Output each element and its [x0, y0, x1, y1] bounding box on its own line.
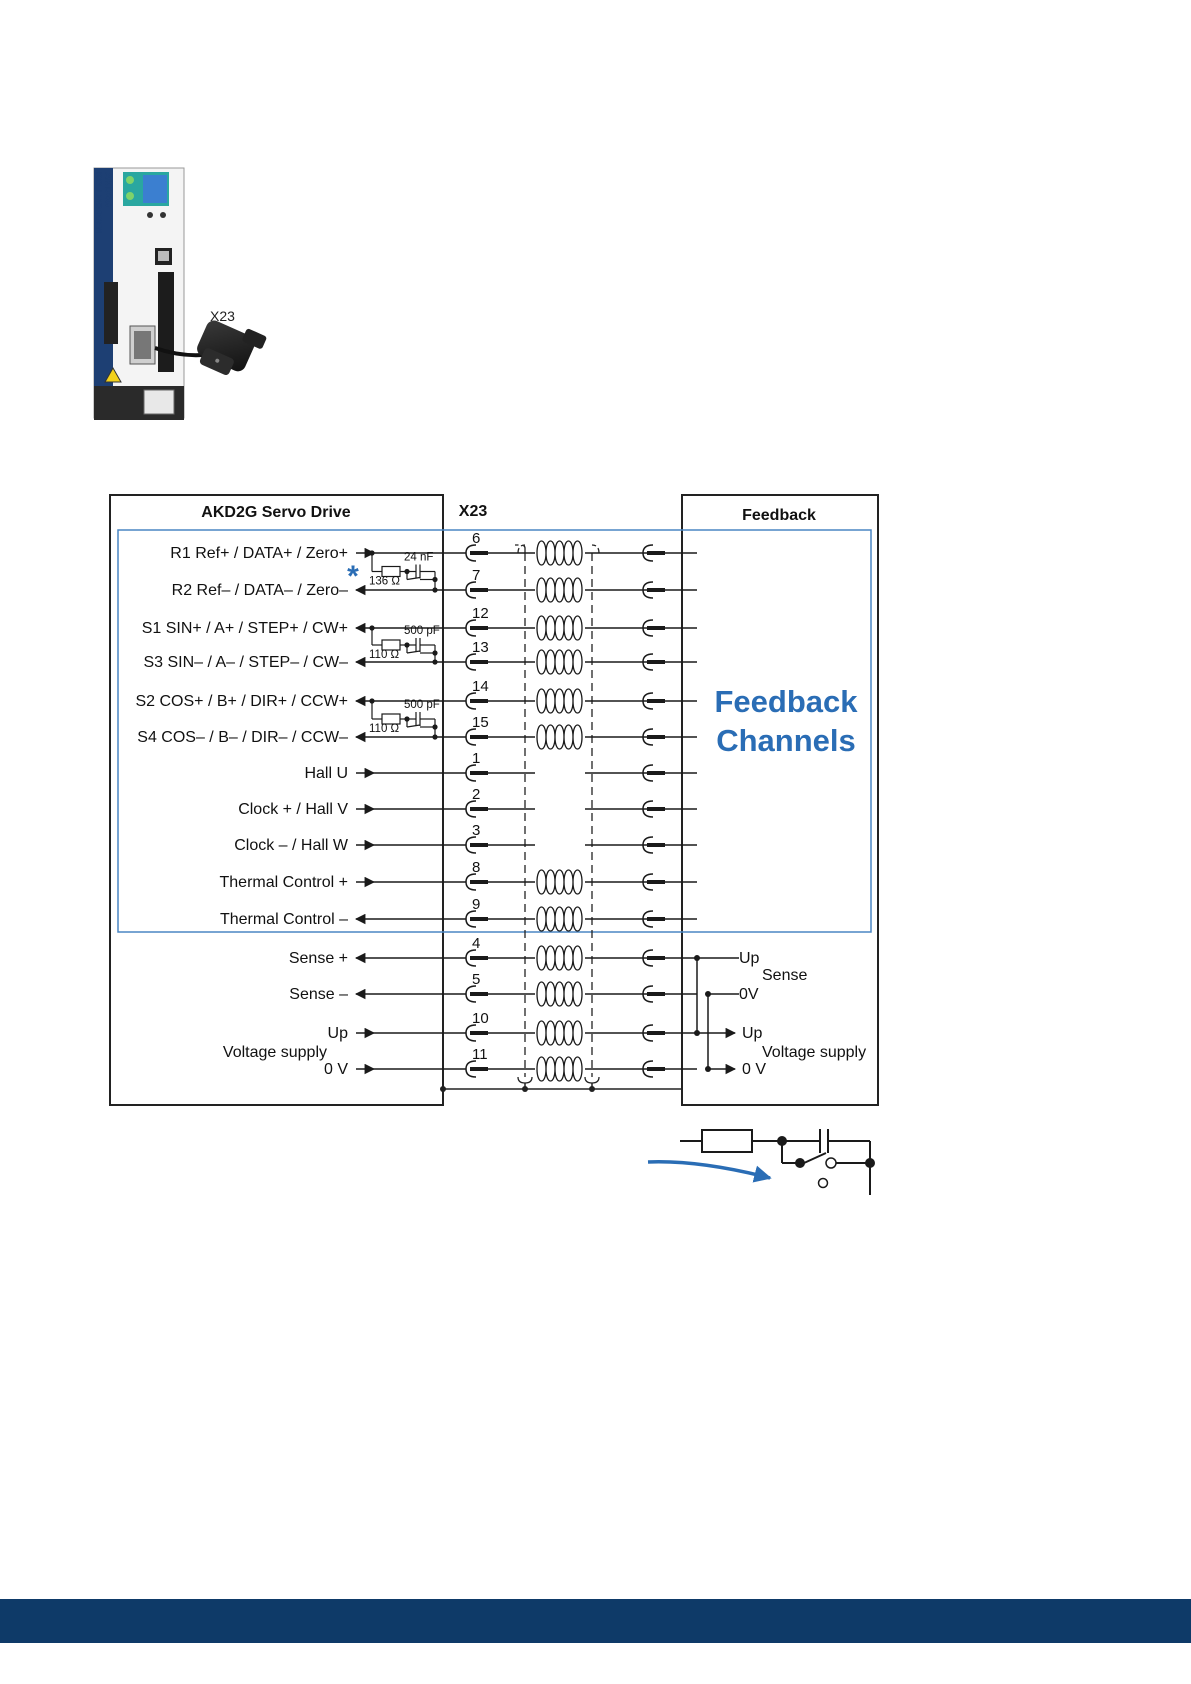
pin-number: 11 — [472, 1046, 488, 1063]
feedback-title: Feedback — [742, 507, 816, 524]
twisted-pair-icon — [537, 578, 582, 602]
pin-number: 14 — [472, 678, 489, 695]
signal-label: 0 V — [323, 1061, 348, 1078]
twisted-pair-icon — [537, 1021, 582, 1045]
signal-label: Sense + — [288, 950, 348, 967]
signal-row — [328, 1010, 697, 1042]
page-footer-bar — [0, 1599, 1191, 1643]
signal-row — [234, 822, 697, 854]
signal-label: Up — [327, 1025, 348, 1042]
resistor-value: 110 Ω — [369, 649, 400, 661]
signal-row — [289, 971, 697, 1003]
signal-row — [220, 896, 697, 928]
twisted-pair-icon — [537, 870, 582, 894]
twisted-pair-icon — [537, 982, 582, 1006]
signal-label: S2 COS+ / B+ / DIR+ / CCW+ — [135, 693, 348, 710]
twisted-pair-icon — [537, 616, 582, 640]
pin-number: 7 — [472, 567, 481, 584]
pin-number: 13 — [472, 639, 489, 656]
pin-number: 2 — [472, 786, 481, 803]
resistor-value: 136 Ω — [369, 575, 400, 588]
pin-number: 5 — [472, 971, 481, 988]
capacitor-value: 24 nF — [404, 551, 434, 564]
rc-termination — [369, 625, 440, 664]
twisted-pair-icon — [537, 946, 582, 970]
model-vertical: AKD2G — [102, 172, 113, 208]
signal-label: Clock – / Hall W — [234, 837, 348, 854]
asterisk-marker: * — [347, 560, 359, 593]
sense-up-label: Up — [739, 950, 760, 967]
signal-label: R1 Ref+ / DATA+ / Zero+ — [170, 545, 348, 562]
signal-label: S3 SIN– / A– / STEP– / CW– — [143, 654, 348, 671]
signal-label: S4 COS– / B– / DIR– / CCW– — [137, 729, 348, 746]
signal-row — [137, 714, 697, 746]
feedback-channels-line1: Feedback — [714, 684, 858, 719]
sense-label: Sense — [762, 967, 808, 984]
signal-row — [289, 935, 697, 967]
twisted-pair-icon — [537, 541, 582, 565]
twisted-pair-icon — [537, 689, 582, 713]
feedback-box — [682, 495, 878, 1105]
supply-label: Voltage supply — [762, 1044, 867, 1061]
connector-title: X23 — [458, 503, 488, 520]
capacitor-value: 500 pF — [404, 699, 440, 711]
pin-number: 4 — [472, 935, 481, 952]
brand-vertical: KOLLMORGEN — [94, 172, 104, 234]
signal-label: Sense – — [289, 986, 348, 1003]
capacitor-value: 500 pF — [404, 625, 440, 637]
signal-row — [170, 530, 697, 562]
x23-callout: X23 — [210, 308, 235, 324]
twisted-pair-icon — [537, 725, 582, 749]
rc-termination — [369, 699, 440, 739]
voltage-supply-left: Voltage supply — [222, 1044, 327, 1061]
signal-row — [304, 750, 697, 782]
pin-number: 1 — [472, 750, 481, 767]
pin-number: 3 — [472, 822, 481, 839]
pin-number: 15 — [472, 714, 489, 731]
pin-number: 8 — [472, 859, 481, 876]
sense-0v-label: 0V — [739, 986, 759, 1003]
signal-label: Clock + / Hall V — [238, 801, 348, 818]
signal-row — [238, 786, 697, 818]
twisted-pair-icon — [537, 650, 582, 674]
pin-number: 9 — [472, 896, 481, 913]
feedback-channels-line2: Channels — [716, 723, 856, 758]
right-side-wiring — [697, 958, 739, 1069]
signal-label: Thermal Control – — [219, 911, 348, 928]
signal-label: R2 Ref– / DATA– / Zero– — [171, 582, 348, 599]
signal-label: Hall U — [304, 765, 348, 782]
signal-row — [220, 859, 698, 891]
resistor-value: 110 Ω — [369, 723, 400, 735]
drive-title: AKD2G Servo Drive — [201, 504, 351, 521]
termination-legend — [648, 1129, 870, 1195]
rc-termination — [369, 551, 437, 592]
signal-label: Thermal Control + — [219, 874, 348, 891]
pin-number: 10 — [472, 1010, 489, 1027]
supply-0v-label: 0 V — [742, 1061, 767, 1078]
pin-number: 6 — [472, 530, 481, 547]
supply-up-label: Up — [742, 1025, 763, 1042]
shield-1 — [515, 545, 525, 1077]
signal-label: S1 SIN+ / A+ / STEP+ / CW+ — [141, 620, 348, 637]
signal-row — [324, 1046, 697, 1078]
twisted-pair-icon — [537, 1057, 582, 1081]
twisted-pair-icon — [537, 907, 582, 931]
pin-number: 12 — [472, 605, 489, 622]
